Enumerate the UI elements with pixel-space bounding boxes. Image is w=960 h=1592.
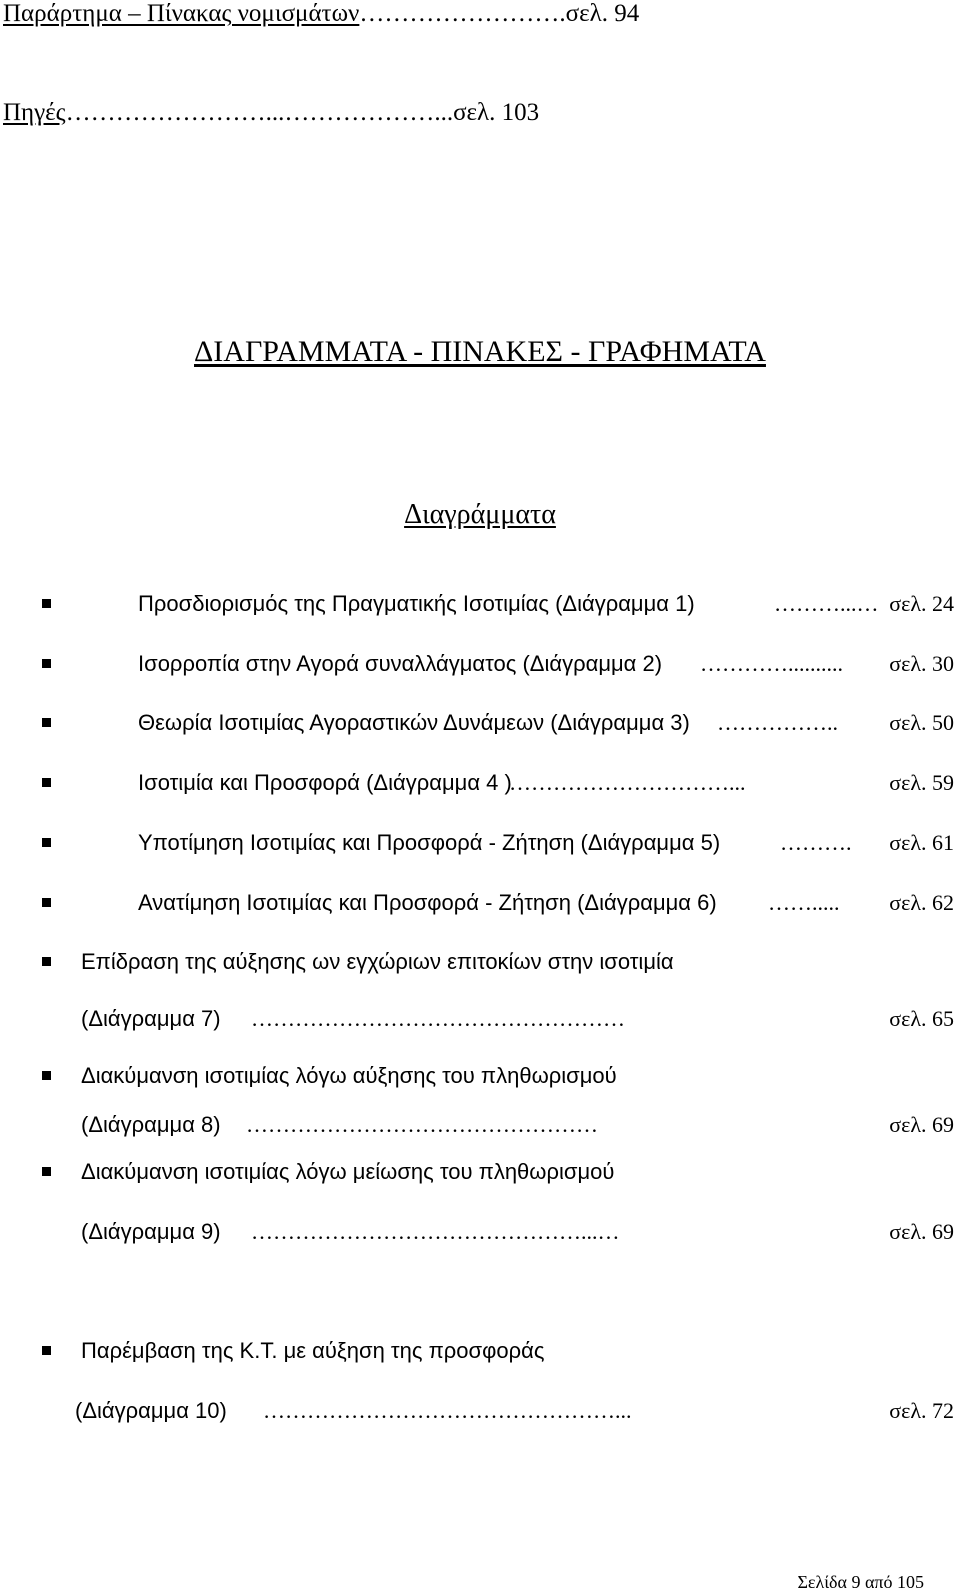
list-item[interactable] [42, 889, 954, 919]
list-item-continuation [75, 1397, 954, 1425]
bullet-square-icon [42, 898, 51, 907]
toc-dots: ………. [780, 830, 852, 855]
bullet-square-icon [42, 1071, 51, 1080]
toc-page-ref: σελ. 94 [565, 0, 640, 27]
bullet-square-icon [42, 838, 51, 847]
toc-page-ref: σελ. 62 [889, 890, 954, 915]
page-footer: Σελίδα 9 από 105 [797, 1572, 924, 1592]
toc-dots: ……………………. [359, 0, 566, 27]
list-item-text: Παρέμβαση της Κ.Τ. με αύξηση της προσφοράς [81, 1338, 545, 1363]
toc-page-ref: σελ. 69 [889, 1219, 954, 1244]
toc-dots: …………………………………………... [263, 1398, 632, 1423]
bullet-square-icon [42, 659, 51, 668]
section-heading: ΔΙΑΓΡΑΜΜΑΤΑ - ΠΙΝΑΚΕΣ - ΓΡΑΦΗΜΑΤΑ [194, 335, 766, 368]
toc-page-ref: σελ. 72 [889, 1398, 954, 1423]
toc-dots: ………...… [774, 591, 879, 616]
list-item-continuation [81, 1005, 954, 1033]
list-item-text: Ισορροπία στην Αγορά συναλλάγματος (Διάγραμμα 2) [138, 651, 663, 676]
toc-page-ref: σελ. 24 [889, 591, 954, 616]
list-item-text: Θεωρία Ισοτιμίας Αγοραστικών Δυνάμεων (Διάγραμμα 3) [138, 710, 690, 735]
bullet-square-icon [42, 1167, 51, 1176]
toc-page-ref: σελ. 59 [889, 770, 954, 795]
toc-dots: ………………………………………… [246, 1112, 598, 1137]
bullet-square-icon [42, 957, 51, 966]
list-item-text: Ανατίμηση Ισοτιμίας και Προσφορά - Ζήτηση (Διάγραμμα 6) [138, 890, 717, 915]
diagram-label: (Διάγραμμα 10) [75, 1398, 227, 1423]
list-item[interactable] [42, 1337, 954, 1367]
list-item[interactable] [42, 948, 954, 978]
list-item[interactable] [42, 769, 954, 799]
list-item[interactable] [42, 1158, 954, 1188]
toc-page-ref: σελ. 69 [889, 1112, 954, 1137]
list-item[interactable] [42, 709, 954, 739]
bullet-square-icon [42, 599, 51, 608]
list-item[interactable] [42, 829, 954, 859]
list-item[interactable] [42, 590, 954, 620]
diagram-label: (Διάγραμμα 7) [81, 1006, 221, 1031]
toc-dots: ………………………………………...… [251, 1219, 620, 1244]
toc-page-ref: σελ. 65 [889, 1006, 954, 1031]
list-item[interactable] [42, 650, 954, 680]
toc-title-appendix[interactable]: Παράρτημα – Πίνακας νομισμάτων [3, 0, 360, 27]
list-item-text: Ισοτιμία και Προσφορά (Διάγραμμα 4 ) [138, 770, 512, 795]
toc-dots: ……..... [768, 890, 840, 915]
list-item-text: Υποτίμηση Ισοτιμίας και Προσφορά - Ζήτηση (Διάγραμμα 5) [138, 830, 721, 855]
subsection-heading: Διαγράμματα [404, 499, 556, 530]
list-item-text: Επίδραση της αύξησης ων εγχώριων επιτοκίων στην ισοτιμία [81, 949, 674, 974]
toc-dots: …………………………………………… [251, 1006, 625, 1031]
toc-page-ref: σελ. 30 [889, 651, 954, 676]
toc-dots: ………….......... [700, 651, 843, 676]
toc-title-sources[interactable]: Πηγές [3, 99, 66, 126]
toc-line-appendix[interactable] [3, 0, 639, 28]
bullet-square-icon [42, 718, 51, 727]
toc-page-ref: σελ. 50 [889, 710, 954, 735]
list-item[interactable] [42, 1062, 954, 1092]
toc-dots: ……………………...………………... [65, 99, 454, 126]
toc-dots: …………….. [717, 710, 838, 735]
bullet-square-icon [42, 778, 51, 787]
list-item-continuation [81, 1111, 954, 1139]
diagram-label: (Διάγραμμα 9) [81, 1219, 221, 1244]
toc-page-ref: σελ. 61 [889, 830, 954, 855]
list-item-continuation [81, 1218, 954, 1246]
list-item-text: Προσδιορισμός της Πραγματικής Ισοτιμίας (Διάγραμμα 1) [138, 591, 695, 616]
list-item-text: Διακύμανση ισοτιμίας λόγω αύξησης του πληθωρισμού [81, 1063, 617, 1088]
list-item-text: Διακύμανση ισοτιμίας λόγω μείωσης του πληθωρισμού [81, 1159, 615, 1184]
toc-dots: …………………………... [509, 770, 746, 795]
diagram-label: (Διάγραμμα 8) [81, 1112, 221, 1137]
toc-line-sources[interactable] [3, 99, 539, 127]
bullet-square-icon [42, 1346, 51, 1355]
toc-page-ref: σελ. 103 [453, 99, 540, 126]
